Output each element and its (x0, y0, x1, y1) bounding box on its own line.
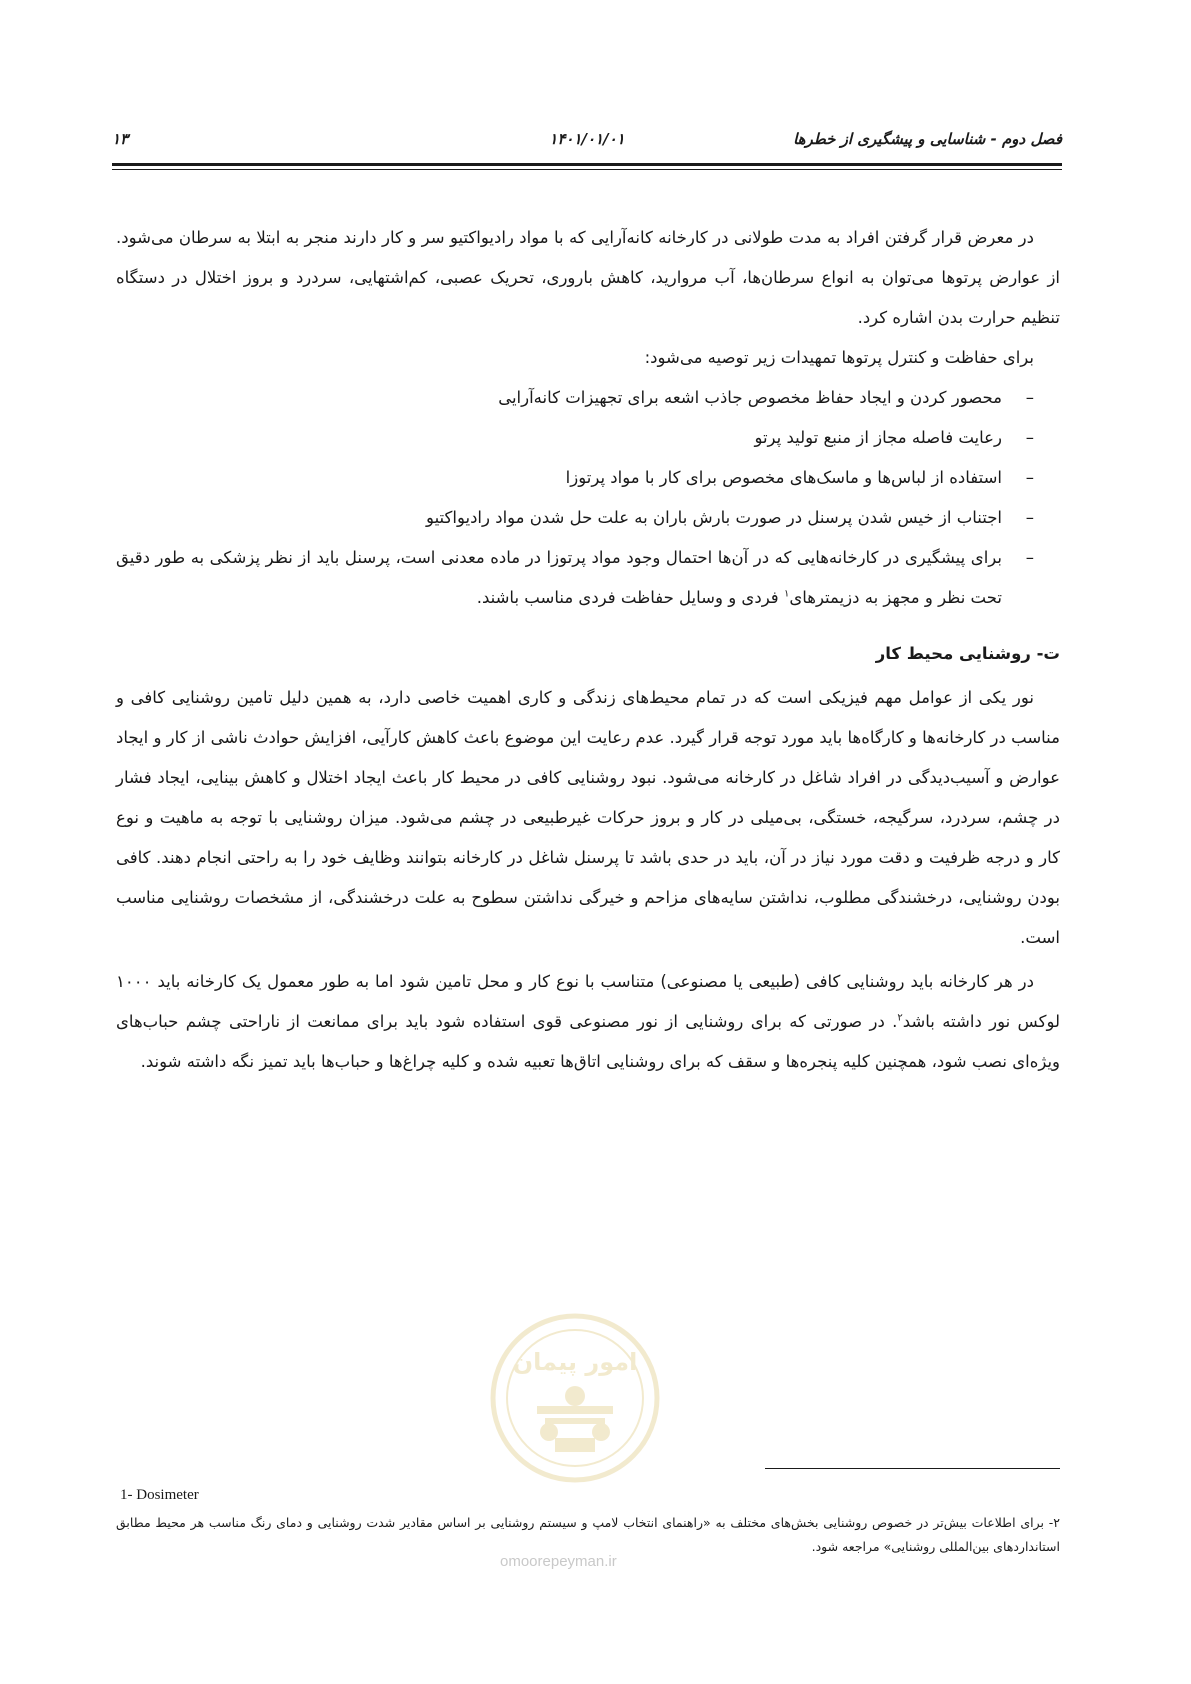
list-item: – محصور کردن و ایجاد حفاظ مخصوص جاذب اشعه برای تجهیزات کانه‌آرایی (116, 378, 1034, 418)
section-paragraph: نور یکی از عوامل مهم فیزیکی است که در تمام محیط‌های زندگی و کاری اهمیت خاصی دارد، به همین دلیل تامین روشنایی کافی و مناسب در کارخانه‌ها و کارگاه‌ها باید مورد توجه قرار گیرد. عدم رعایت این موضوع باعث کاهش کارآیی، افزایش حوادث ناشی از کار و ایجاد عوارض و آسیب‌دیدگی در افراد شاغل در کارخانه می‌شود. نبود روشنایی کافی در محیط کار باعث ایجاد اختلال و کاهش بینایی، ایجاد فشار در چشم، سردرد، سرگیجه، خستگی، بی‌میلی در کار و بروز حرکات غیرطبیعی در چشم می‌شود. میزان روشنایی با توجه به ماهیت و نوع کار و درجه ظرفیت و دقت مورد نیاز در آن، باید در حدی باشد تا پرسنل شاغل در کارخانه بتوانند وظایف خود را به راحتی انجام دهند. کافی بودن روشنایی، درخشندگی مطلوب، نداشتن سایه‌های مزاحم و خیرگی نداشتن سطوح به علت درخشندگی، از مشخصات روشنایی مناسب است. (116, 688, 1060, 947)
footnote-marker: ۱ (783, 588, 790, 600)
footnote-rule (765, 1468, 1060, 1469)
recommendation-list (116, 378, 1060, 618)
chapter-title: فصل دوم - شناسایی و پیشگیری از خطرها (793, 130, 1062, 148)
paragraph-text: . در صورتی که برای روشنایی از نور مصنوعی قوی استفاده شود باید برای ممانعت از ناراحتی چشم حباب‌های ویژه‌ای نصب شود، همچنین کلیه پنجره‌ها و سقف که برای روشنایی اتاق‌ها تعبیه شده و کلیه چراغ‌ها و حباب‌ها باید تمیز نگه داشته شوند. (116, 1012, 1060, 1071)
list-item-text: برای پیشگیری در کارخانه‌هایی که در آن‌ها احتمال وجود مواد پرتوزا در ماده معدنی است، پرسنل باید از نظر پزشکی به طور دقیق تحت نظر و مجهز به دزیمترهای (116, 548, 1002, 607)
footnote-marker: ۲ (897, 1012, 903, 1024)
section-paragraph (116, 962, 1060, 1082)
header-rule-thin (112, 169, 1062, 170)
watermark-logo-text: امور پیمان (512, 1348, 638, 1376)
list-item: – اجتناب از خیس شدن پرسنل در صورت بارش باران به علت حل شدن مواد رادیواکتیو (116, 498, 1034, 538)
footnote-2: ۲- برای اطلاعات بیش‌تر در خصوص روشنایی بخش‌های مختلف به «راهنمای انتخاب لامپ و سیستم روشنایی بر اساس مقادیر شدت روشنایی و دمای رنگ مناسب هر محیط مطابق استانداردهای بین‌المللی روشنایی» مراجعه شود. (116, 1515, 1060, 1554)
list-item-text: فردی و وسایل حفاظت فردی مناسب باشند. (476, 588, 779, 607)
paragraph-text: در هر کارخانه باید روشنایی کافی (طبیعی یا مصنوعی) متناسب با نوع کار و محل تامین شود اما به طور معمول یک کارخانه باید ۱۰۰۰ لوکس نور داشته باشد (116, 972, 1061, 1031)
header-rule-thick (112, 163, 1062, 166)
list-item (116, 538, 1034, 618)
list-item: – رعایت فاصله مجاز از منبع تولید پرتو (116, 418, 1034, 458)
header-date: ۱۴۰۱/۰۱/۰۱ (549, 130, 625, 148)
watermark-url: omoorepeyman.ir (500, 1553, 617, 1570)
page-header (112, 124, 1062, 154)
footnote-1: 1- Dosimeter (120, 1487, 199, 1503)
watermark-logo-icon (485, 1308, 665, 1488)
page-number: ۱۳ (112, 130, 129, 148)
body-text (116, 218, 1060, 1082)
intro-paragraph: در معرض قرار گرفتن افراد به مدت طولانی در کارخانه کانه‌آرایی که با مواد رادیواکتیو سر و کار دارند منجر به ابتلا به سرطان می‌شود. از عوارض پرتوها می‌توان به انواع سرطان‌ها، آب مروارید، کاهش باروری، تحریک عصبی، کم‌اشتهایی، سردرد و بروز اختلال در دستگاه تنظیم حرارت بدن اشاره کرد. (116, 228, 1060, 327)
recommendations-lead: برای حفاظت و کنترل پرتوها تمهیدات زیر توصیه می‌شود: (644, 348, 1034, 367)
list-item: – استفاده از لباس‌ها و ماسک‌های مخصوص برای کار با مواد پرتوزا (116, 458, 1034, 498)
section-heading: ت- روشنایی محیط کار (875, 644, 1060, 663)
